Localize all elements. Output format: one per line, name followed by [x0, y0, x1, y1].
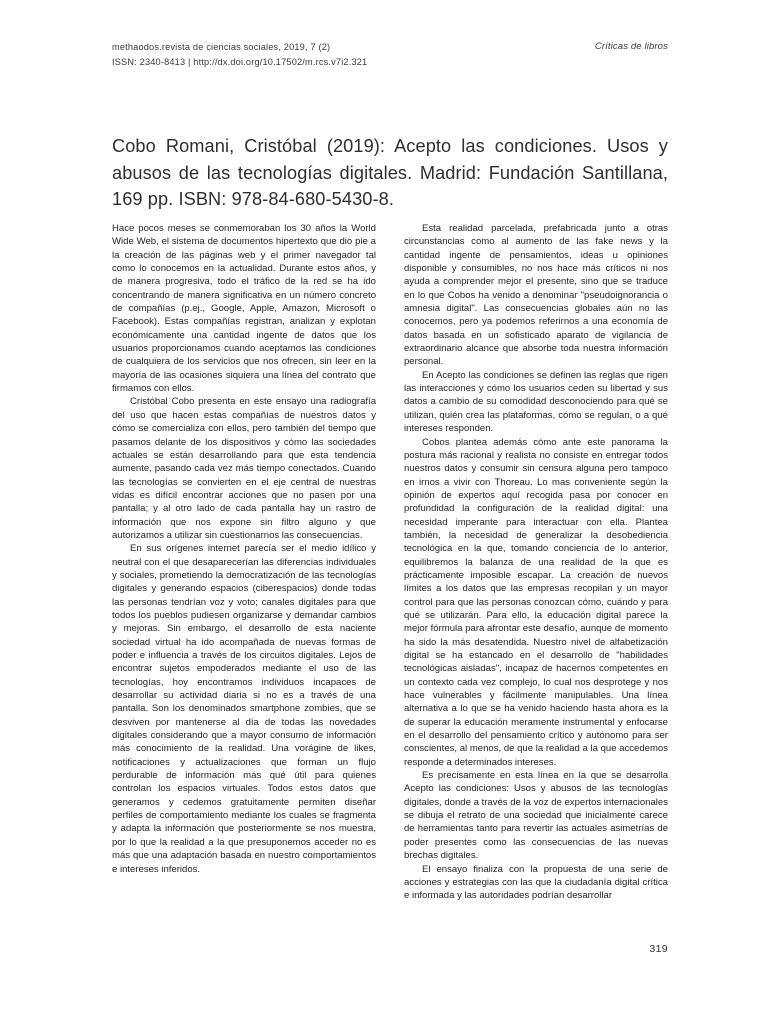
section-label: Críticas de libros — [594, 41, 668, 52]
paragraph: Hace pocos meses se conmemoraban los 30 años la World Wide Web, el sistema de documentos hipertexto que dio pie a la creación de las páginas web y el primer navegador tal como lo conocemos en la actualidad. Durante estos años, y de manera progresiva, todo el tráfico de la red se ha ido concentrando de manera significativa en un número concreto de compañías (p.ej., Google, Apple, Amazon, Microsoft o Facebook). Estas compañías registran, analizan y explotan económicamente una cantidad ingente de datos que los usuarios proporcionamos cuando aceptamos las condiciones de cualquiera de los servicios que nos ofrecen, sin leer en la mayoría de las ocasiones siquiera una línea del contrato que firmamos con ellos. — [112, 223, 376, 395]
running-head-left — [112, 40, 367, 69]
issn-doi-line: ISSN: 2340-8413 | http://dx.doi.org/10.17502/m.rcs.v7i2.321 — [112, 56, 368, 67]
paragraph: Cobos plantea además cómo ante este panorama la postura más racional y realista no consiste en entregar todos nuestros datos y consumir sin censura alguna pero tampoco en irnos a vivir con Thoreau. Lo mas conveniente según la opinión de expertos aquí recogida pasa por conocer en profundidad la configuración de la realidad digital: una necesidad imperante para interactuar con ella. Plantea también, la necesidad de generalizar la desobediencia tecnológica en la que, tomando conciencia de lo anterior, equilibremos la balanza de una realidad de la que es prácticamente imposible escapar. La creación de nuevos límites a los datos que las empresas recopilan y un mayor control para que las personas conozcan cómo, cuándo y para qué se utilizarán. Para ello, la educación digital parece la mejor fórmula para afrontar este desafío, aunque de momento ha sido la más desatendida. Nuestro nivel de alfabetización digital se ha estancado en el desarrollo de "habilidades tecnológicas aisladas", incapaz de hacernos competentes en un contexto cada vez complejo, lo cual nos desprotege y nos hace vulnerables y fácilmente manipulables. Una línea alternativa a lo que se ha venido haciendo hasta ahora es la de superar la educación meramente instrumental y enfocarse en el desarrollo del pensamiento crítico y autónomo para ser conscientes, al menos, de que la realidad a la que accedemos responde a determinados intereses. — [404, 436, 668, 768]
paragraph: En Acepto las condiciones se definen las reglas que rigen las interacciones y cómo los usuarios ceden su libertad y sus datos a cambio de su comodidad desconociendo para qué se utilizan, quién crea las plataformas, cómo se regulan, o a qué intereses responden. — [404, 369, 668, 435]
running-head — [112, 40, 668, 69]
paragraph: Cristóbal Cobo presenta en este ensayo una radiografía del uso que hacen estas compañías de nuestros datos y cómo se comercializa con ellos, pero también del tiempo que pasamos delante de los dispositivos y cómo las sociedades actuales se están desarrollando para que esta tendencia aumente, pasando cada vez más tiempo conectados. Cuando las tecnologías se convierten en el eje central de nuestras vidas es difícil encontrar acciones que no pasen por una pantalla; y al otro lado de cada pantalla hay un rastro de información que nos expone sin filtro alguno y que autorizamos a utilizar sin cuestionarnos las consecuencias. — [112, 396, 376, 541]
left-column — [112, 222, 376, 937]
paragraph: Esta realidad parcelada, prefabricada junto a otras circunstancias como al aumento de las fake news y la cantidad ingente de pensamientos, ideas u opiniones disponible y consumibles, no nos hace más críticos ni nos ayuda a comprender mejor el presente, sino que se traduce en lo que Cobos ha venido a denominar "pseudoignorancia o amnesia digital". Las consecuencias globales aún no las conocemos, pero ya podemos referirnos a una economía de datos basada en un sofisticado aparato de vigilancia de extraordinario alcance que absorbe toda nuestra información personal. — [404, 223, 668, 368]
paragraph: El ensayo finaliza con la propuesta de una serie de acciones y estrategias con las que la ciudadanía digital crítica e informada y las autoridades podrían desarrollar — [404, 863, 668, 902]
paragraph: Es precisamente en esta línea en la que se desarrolla Acepto las condiciones: Usos y abusos de las tecnologías digitales, donde a través de la voz de expertos internacionales se dibuja el retrato de una sociedad que inicialmente carece de herramientas tanto para revertir las actuales asimetrías de poder presentes como las consecuencias de las nuevas brechas digitales. — [404, 770, 668, 862]
page-number: 319 — [649, 944, 668, 955]
journal-citation: methaodos.revista de ciencias sociales, 2019, 7 (2) — [112, 42, 331, 52]
body-columns — [112, 222, 668, 937]
right-column — [404, 222, 668, 937]
paragraph: En sus orígenes internet parecía ser el medio idílico y neutral con el que desaparecerían las diferencias individuales y sociales, prometiendo la democratización de las tecnologías digitales y generando espacios (ciberespacios) donde todas las personas tendrían voz y voto; canales digitales para que todos los pueblos pudiesen organizarse y demandar cambios y mejoras. Sin embargo, el desarrollo de esta naciente sociedad virtual ha ido acompañada de nuevas formas de poder e influencia a través de los circuitos digitales. Lejos de encontrar sujetos empoderados mediante el uso de las tecnologías, hoy encontramos individuos incapaces de desarrollar su actividad diaria si no es a través de una pantalla. Son los denominados smartphone zombies, que se desviven por mantenerse al día de todas las novedades digitales considerando que a mayor consumo de información más conocimiento de la realidad. Una vorágine de likes, notificaciones y actualizaciones que forman un flujo perdurable de información más qué útil para quienes controlan los espacios virtuales. Todos estos datos que generamos y cedemos gratuitamente permiten diseñar perfiles de comportamiento mediante los cuales se fragmenta y adapta la información que posteriormente se nos muestra, por lo que la realidad a la que presuponemos acceder no es más que una adaptación basada en nuestro comportamientos e intereses inferidos. — [112, 543, 376, 875]
page-title: Cobo Romani, Cristóbal (2019): Acepto las condiciones. Usos y abusos de las tecnologías digitales. Madrid: Fundación Santillana, 169 pp. ISBN: 978-84-680-5430-8. — [112, 136, 668, 209]
